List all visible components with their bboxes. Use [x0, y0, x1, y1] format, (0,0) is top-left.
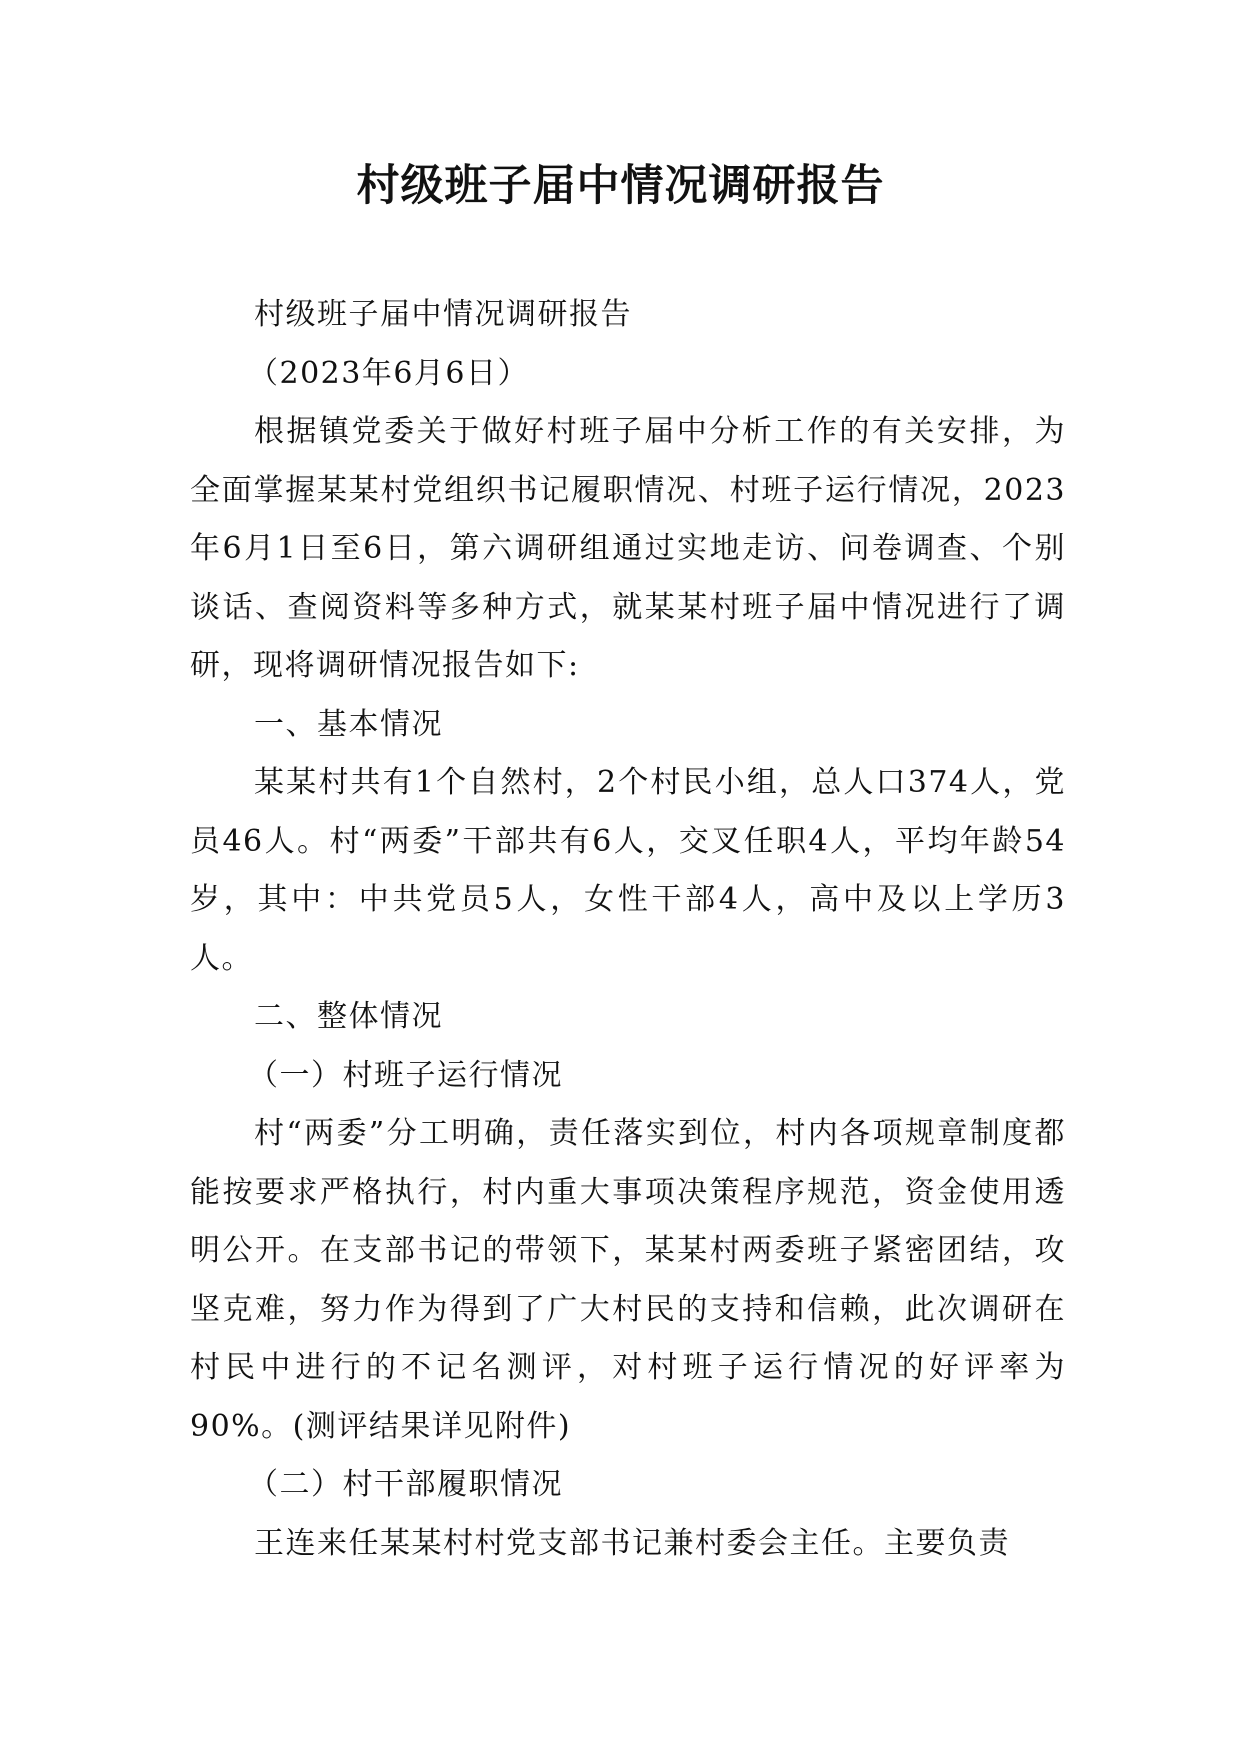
heading-team-operation: （一）村班子运行情况 [248, 1057, 563, 1093]
paragraph-intro: 根据镇党委关于做好村班子届中分析工作的有关安排，为全面掌握某某村党组织书记履职情况、村班子运行情况，2023年6月1日至6日，第六调研组通过实地走访、问卷调查、个别谈话、查阅资料等多种方式，就某某村班子届中情况进行了调研，现将调研情况报告如下: [190, 414, 1066, 683]
heading-overall-situation: 二、整体情况 [254, 999, 443, 1034]
paragraph-team-operation: 村“两委”分工明确，责任落实到位，村内各项规章制度都能按要求严格执行，村内重大事项决策程序规范，资金使用透明公开。在支部书记的带领下，某某村两委班子紧密团结，攻坚克难，努力作为得到了广大村民的支持和信赖，此次调研在村民中进行的不记名测评，对村班子运行情况的好评率为90%。(测评结果详见附件) [190, 1116, 1066, 1444]
heading-cadre-performance: （二）村干部履职情况 [248, 1467, 563, 1502]
document-title: 村级班子届中情况调研报告 [356, 161, 885, 211]
heading-basic-situation: 一、基本情况 [254, 706, 443, 742]
paragraph-subtitle: 村级班子届中情况调研报告 [254, 297, 632, 332]
document-body [190, 286, 1066, 1573]
paragraph-date: （2023年6月6日） [248, 355, 530, 391]
paragraph-basic-situation: 某某村共有1个自然村，2个村民小组，总人口374人，党员46人。村“两委”干部共有6人，交叉任职4人，平均年龄54岁，其中：中共党员5人，女性干部4人，高中及以上学历3人。 [190, 765, 1066, 976]
paragraph-cadre-performance: 王连来任某某村村党支部书记兼村委会主任。主要负责 [254, 1525, 1010, 1561]
